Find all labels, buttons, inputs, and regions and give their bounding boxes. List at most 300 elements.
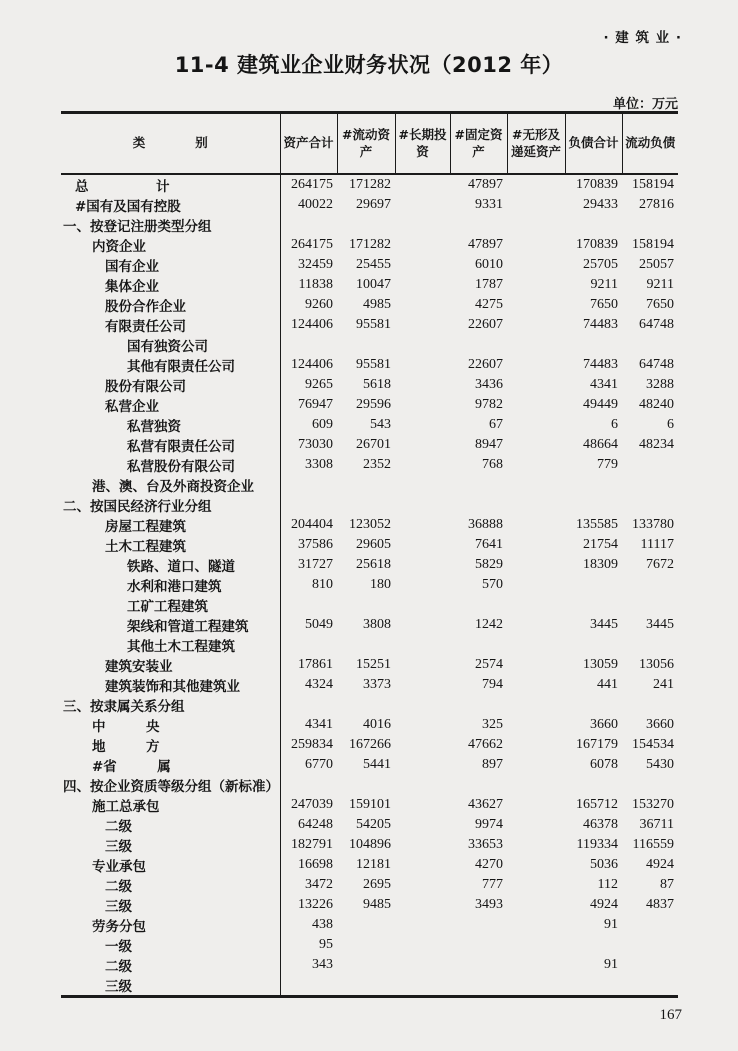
cell-value: 343 xyxy=(312,957,333,972)
table-row xyxy=(61,435,678,455)
cell-value xyxy=(450,935,507,955)
cell-value: 26701 xyxy=(356,437,391,452)
cell-value xyxy=(395,815,450,835)
row-label: #省 属 xyxy=(61,755,280,775)
cell-value: 10047 xyxy=(356,277,391,292)
cell-value xyxy=(507,715,565,735)
table-row xyxy=(61,415,678,435)
cell-value xyxy=(507,395,565,415)
cell-value: 17861 xyxy=(298,657,333,672)
cell-value: 15251 xyxy=(356,657,391,672)
cell-value xyxy=(395,455,450,475)
cell-value xyxy=(395,955,450,975)
cell-value xyxy=(395,695,450,715)
cell-value: 49449 xyxy=(583,397,618,412)
row-label: 内资企业 xyxy=(61,235,280,255)
table-row xyxy=(61,915,678,935)
cell-value: 64248 xyxy=(298,817,333,832)
cell-value xyxy=(395,375,450,395)
cell-value: 158194 xyxy=(632,177,674,192)
cell-value xyxy=(507,495,565,515)
cell-value: 48664 xyxy=(583,437,618,452)
cell-value xyxy=(507,775,565,795)
cell-value xyxy=(507,735,565,755)
cell-value: 170839 xyxy=(576,237,618,252)
row-label: 私营企业 xyxy=(61,395,280,415)
table-row xyxy=(61,975,678,997)
cell-value: 54205 xyxy=(356,817,391,832)
cell-value: 182791 xyxy=(291,837,333,852)
cell-value: 167179 xyxy=(576,737,618,752)
cell-value: 6 xyxy=(611,417,618,432)
cell-value xyxy=(280,635,337,655)
cell-value xyxy=(507,655,565,675)
cell-value xyxy=(507,835,565,855)
row-label: 三级 xyxy=(61,835,280,855)
cell-value: 67 xyxy=(489,417,503,432)
cell-value: 159101 xyxy=(349,797,391,812)
cell-value xyxy=(450,695,507,715)
cell-value xyxy=(507,875,565,895)
table-row xyxy=(61,835,678,855)
cell-value xyxy=(507,335,565,355)
cell-value xyxy=(565,335,622,355)
page-title: 11-4 建筑业企业财务状况（2012 年） xyxy=(174,53,564,77)
cell-value xyxy=(395,775,450,795)
table-row xyxy=(61,335,678,355)
cell-value xyxy=(280,775,337,795)
cell-value xyxy=(280,975,337,997)
cell-value: 5430 xyxy=(646,757,674,772)
cell-value: 3660 xyxy=(646,717,674,732)
cell-value: 91 xyxy=(604,957,618,972)
cell-value xyxy=(565,935,622,955)
cell-value xyxy=(565,775,622,795)
cell-value: 4016 xyxy=(363,717,391,732)
table-row xyxy=(61,675,678,695)
cell-value xyxy=(507,355,565,375)
row-label: 港、澳、台及外商投资企业 xyxy=(61,475,280,495)
cell-value: 6078 xyxy=(590,757,618,772)
cell-value: 133780 xyxy=(632,517,674,532)
cell-value: 4275 xyxy=(475,297,503,312)
row-label: 私营有限责任公司 xyxy=(61,435,280,455)
cell-value xyxy=(395,355,450,375)
cell-value xyxy=(395,515,450,535)
cell-value: 6770 xyxy=(305,757,333,772)
cell-value: 171282 xyxy=(349,177,391,192)
cell-value: 9782 xyxy=(475,397,503,412)
cell-value xyxy=(507,635,565,655)
cell-value xyxy=(395,615,450,635)
cell-value xyxy=(507,755,565,775)
table-row xyxy=(61,455,678,475)
cell-value xyxy=(622,215,678,235)
cell-value: 5049 xyxy=(305,617,333,632)
table-row xyxy=(61,895,678,915)
row-label: 二级 xyxy=(61,815,280,835)
cell-value: 36888 xyxy=(468,517,503,532)
cell-value xyxy=(337,495,395,515)
cell-value xyxy=(507,275,565,295)
row-label: 二级 xyxy=(61,875,280,895)
cell-value xyxy=(450,215,507,235)
cell-value: 3308 xyxy=(305,457,333,472)
cell-value xyxy=(565,635,622,655)
table-row xyxy=(61,215,678,235)
cell-value xyxy=(337,335,395,355)
cell-value: 3288 xyxy=(646,377,674,392)
cell-value xyxy=(395,635,450,655)
cell-value: 154534 xyxy=(632,737,674,752)
column-header: #长期投资 xyxy=(395,113,450,175)
cell-value xyxy=(337,635,395,655)
table-row xyxy=(61,955,678,975)
cell-value xyxy=(395,315,450,335)
row-label: 三、按隶属关系分组 xyxy=(61,695,280,715)
cell-value: 241 xyxy=(653,677,674,692)
cell-value: 4324 xyxy=(305,677,333,692)
cell-value: 47897 xyxy=(468,177,503,192)
cell-value: 18309 xyxy=(583,557,618,572)
cell-value: 3445 xyxy=(646,617,674,632)
stub-header: 类 别 xyxy=(61,113,280,175)
table-row xyxy=(61,775,678,795)
table-row xyxy=(61,735,678,755)
cell-value: 9974 xyxy=(475,817,503,832)
cell-value xyxy=(395,195,450,215)
cell-value: 43627 xyxy=(468,797,503,812)
cell-value: 158194 xyxy=(632,237,674,252)
row-label: 建筑装饰和其他建筑业 xyxy=(61,675,280,695)
cell-value xyxy=(565,695,622,715)
table-row xyxy=(61,275,678,295)
cell-value: 48234 xyxy=(639,437,674,452)
cell-value xyxy=(507,435,565,455)
cell-value: 116559 xyxy=(632,837,674,852)
cell-value: 29433 xyxy=(583,197,618,212)
cell-value xyxy=(507,795,565,815)
cell-value: 153270 xyxy=(632,797,674,812)
cell-value: 64748 xyxy=(639,317,674,332)
cell-value: 9485 xyxy=(363,897,391,912)
cell-value: 135585 xyxy=(576,517,618,532)
table-row xyxy=(61,815,678,835)
cell-value xyxy=(507,915,565,935)
cell-value: 170839 xyxy=(576,177,618,192)
row-label: 二、按国民经济行业分组 xyxy=(61,495,280,515)
cell-value: 123052 xyxy=(349,517,391,532)
cell-value: 441 xyxy=(597,677,618,692)
row-label: 建筑安装业 xyxy=(61,655,280,675)
cell-value xyxy=(507,555,565,575)
row-label: 二级 xyxy=(61,955,280,975)
cell-value xyxy=(450,335,507,355)
cell-value: 95581 xyxy=(356,357,391,372)
row-label: 房屋工程建筑 xyxy=(61,515,280,535)
cell-value xyxy=(280,335,337,355)
cell-value xyxy=(395,655,450,675)
cell-value: 165712 xyxy=(576,797,618,812)
table-row xyxy=(61,475,678,495)
cell-value xyxy=(565,495,622,515)
row-label: 其他有限责任公司 xyxy=(61,355,280,375)
cell-value: 21754 xyxy=(583,537,618,552)
cell-value: 112 xyxy=(597,877,618,892)
cell-value: 40022 xyxy=(298,197,333,212)
cell-value: 810 xyxy=(312,577,333,592)
cell-value xyxy=(565,475,622,495)
cell-value xyxy=(450,915,507,935)
cell-value xyxy=(507,415,565,435)
table-row xyxy=(61,195,678,215)
cell-value: 91 xyxy=(604,917,618,932)
cell-value: 4341 xyxy=(590,377,618,392)
row-label: 劳务分包 xyxy=(61,915,280,935)
cell-value: 25705 xyxy=(583,257,618,272)
cell-value: 27816 xyxy=(639,197,674,212)
cell-value xyxy=(507,855,565,875)
row-label: 工矿工程建筑 xyxy=(61,595,280,615)
cell-value: 87 xyxy=(660,877,674,892)
cell-value xyxy=(507,455,565,475)
cell-value: 3373 xyxy=(363,677,391,692)
table-row xyxy=(61,235,678,255)
row-label: 总 计 xyxy=(61,174,280,195)
cell-value: 779 xyxy=(597,457,618,472)
table-row xyxy=(61,715,678,735)
column-header: #无形及递延资产 xyxy=(507,113,565,175)
cell-value: 325 xyxy=(482,717,503,732)
row-label: 施工总承包 xyxy=(61,795,280,815)
row-label: 股份合作企业 xyxy=(61,295,280,315)
cell-value: 29596 xyxy=(356,397,391,412)
cell-value: 204404 xyxy=(291,517,333,532)
row-label: 地 方 xyxy=(61,735,280,755)
cell-value xyxy=(507,475,565,495)
cell-value: 9211 xyxy=(646,277,674,292)
cell-value xyxy=(622,695,678,715)
cell-value: 4837 xyxy=(646,897,674,912)
financial-table xyxy=(61,111,678,998)
cell-value xyxy=(395,835,450,855)
table-row xyxy=(61,795,678,815)
cell-value: 2695 xyxy=(363,877,391,892)
row-label: 水利和港口建筑 xyxy=(61,575,280,595)
cell-value xyxy=(450,775,507,795)
cell-value: 1242 xyxy=(475,617,503,632)
cell-value: 9331 xyxy=(475,197,503,212)
cell-value xyxy=(507,895,565,915)
cell-value: 3493 xyxy=(475,897,503,912)
cell-value: 76947 xyxy=(298,397,333,412)
table-row xyxy=(61,875,678,895)
row-label: 国有独资公司 xyxy=(61,335,280,355)
cell-value xyxy=(395,475,450,495)
column-header: 流动负债 xyxy=(622,113,678,175)
cell-value: 16698 xyxy=(298,857,333,872)
cell-value: 2352 xyxy=(363,457,391,472)
cell-value xyxy=(395,715,450,735)
cell-value xyxy=(565,975,622,997)
cell-value xyxy=(337,955,395,975)
row-label: 三级 xyxy=(61,975,280,997)
cell-value: 3808 xyxy=(363,617,391,632)
cell-value: 47897 xyxy=(468,237,503,252)
table-row xyxy=(61,575,678,595)
cell-value: 264175 xyxy=(291,177,333,192)
cell-value xyxy=(337,595,395,615)
cell-value xyxy=(395,975,450,997)
table-row xyxy=(61,375,678,395)
cell-value: 73030 xyxy=(298,437,333,452)
unit-label: 单位：万元 xyxy=(612,97,678,112)
table-row xyxy=(61,255,678,275)
cell-value: 9211 xyxy=(590,277,618,292)
cell-value: 64748 xyxy=(639,357,674,372)
table-row xyxy=(61,395,678,415)
cell-value xyxy=(450,955,507,975)
cell-value: 13059 xyxy=(583,657,618,672)
cell-value: 7641 xyxy=(475,537,503,552)
cell-value: 180 xyxy=(370,577,391,592)
cell-value: 74483 xyxy=(583,357,618,372)
cell-value xyxy=(395,935,450,955)
cell-value: 3472 xyxy=(305,877,333,892)
row-label: #国有及国有控股 xyxy=(61,195,280,215)
cell-value xyxy=(507,195,565,215)
cell-value: 247039 xyxy=(291,797,333,812)
table-header-row xyxy=(61,113,678,175)
cell-value xyxy=(622,935,678,955)
cell-value: 4924 xyxy=(590,897,618,912)
cell-value: 95581 xyxy=(356,317,391,332)
cell-value xyxy=(280,475,337,495)
table-row xyxy=(61,555,678,575)
cell-value: 12181 xyxy=(356,857,391,872)
cell-value xyxy=(622,575,678,595)
table-row xyxy=(61,515,678,535)
column-header: #固定资产 xyxy=(450,113,507,175)
cell-value xyxy=(507,375,565,395)
cell-value xyxy=(337,915,395,935)
cell-value xyxy=(395,575,450,595)
row-label: 股份有限公司 xyxy=(61,375,280,395)
cell-value: 5036 xyxy=(590,857,618,872)
cell-value xyxy=(622,495,678,515)
cell-value: 570 xyxy=(482,577,503,592)
cell-value xyxy=(450,635,507,655)
cell-value: 438 xyxy=(312,917,333,932)
cell-value: 3436 xyxy=(475,377,503,392)
table-row xyxy=(61,615,678,635)
row-label: 国有企业 xyxy=(61,255,280,275)
row-label: 有限责任公司 xyxy=(61,315,280,335)
cell-value: 9260 xyxy=(305,297,333,312)
row-label: 专业承包 xyxy=(61,855,280,875)
column-header: 负债合计 xyxy=(565,113,622,175)
cell-value: 259834 xyxy=(291,737,333,752)
cell-value xyxy=(337,935,395,955)
cell-value xyxy=(395,255,450,275)
cell-value xyxy=(395,915,450,935)
cell-value xyxy=(395,535,450,555)
cell-value xyxy=(395,735,450,755)
cell-value xyxy=(395,415,450,435)
cell-value: 5618 xyxy=(363,377,391,392)
cell-value xyxy=(622,975,678,997)
cell-value xyxy=(337,215,395,235)
cell-value: 543 xyxy=(370,417,391,432)
cell-value: 11838 xyxy=(298,277,333,292)
cell-value xyxy=(280,495,337,515)
cell-value xyxy=(507,295,565,315)
cell-value xyxy=(507,955,565,975)
cell-value xyxy=(507,595,565,615)
cell-value xyxy=(337,975,395,997)
cell-value xyxy=(395,435,450,455)
cell-value: 119334 xyxy=(576,837,618,852)
table-row xyxy=(61,295,678,315)
row-label: 四、按企业资质等级分组（新标准） xyxy=(61,775,280,795)
cell-value xyxy=(395,895,450,915)
cell-value: 4341 xyxy=(305,717,333,732)
cell-value xyxy=(450,975,507,997)
cell-value xyxy=(395,595,450,615)
cell-value: 6 xyxy=(667,417,674,432)
cell-value: 609 xyxy=(312,417,333,432)
cell-value xyxy=(507,215,565,235)
page-number: 167 xyxy=(659,1007,682,1023)
cell-value xyxy=(507,815,565,835)
cell-value: 171282 xyxy=(349,237,391,252)
cell-value xyxy=(622,455,678,475)
cell-value xyxy=(507,935,565,955)
cell-value: 36711 xyxy=(639,817,674,832)
cell-value xyxy=(337,695,395,715)
table-header xyxy=(61,113,678,175)
cell-value: 3445 xyxy=(590,617,618,632)
table-row xyxy=(61,755,678,775)
table-row xyxy=(61,315,678,335)
cell-value: 777 xyxy=(482,877,503,892)
cell-value xyxy=(507,315,565,335)
cell-value: 37586 xyxy=(298,537,333,552)
cell-value xyxy=(395,235,450,255)
cell-value: 6010 xyxy=(475,257,503,272)
row-label: 铁路、道口、隧道 xyxy=(61,555,280,575)
table-row xyxy=(61,535,678,555)
cell-value: 7672 xyxy=(646,557,674,572)
cell-value xyxy=(395,335,450,355)
cell-value: 4924 xyxy=(646,857,674,872)
cell-value xyxy=(507,515,565,535)
cell-value: 124406 xyxy=(291,317,333,332)
cell-value xyxy=(450,595,507,615)
cell-value xyxy=(395,675,450,695)
cell-value: 47662 xyxy=(468,737,503,752)
cell-value xyxy=(450,475,507,495)
row-label: 私营股份有限公司 xyxy=(61,455,280,475)
cell-value xyxy=(395,275,450,295)
cell-value: 13056 xyxy=(639,657,674,672)
cell-value xyxy=(280,215,337,235)
cell-value xyxy=(450,495,507,515)
cell-value xyxy=(507,615,565,635)
cell-value xyxy=(395,215,450,235)
cell-value: 11117 xyxy=(640,537,674,552)
cell-value xyxy=(395,795,450,815)
